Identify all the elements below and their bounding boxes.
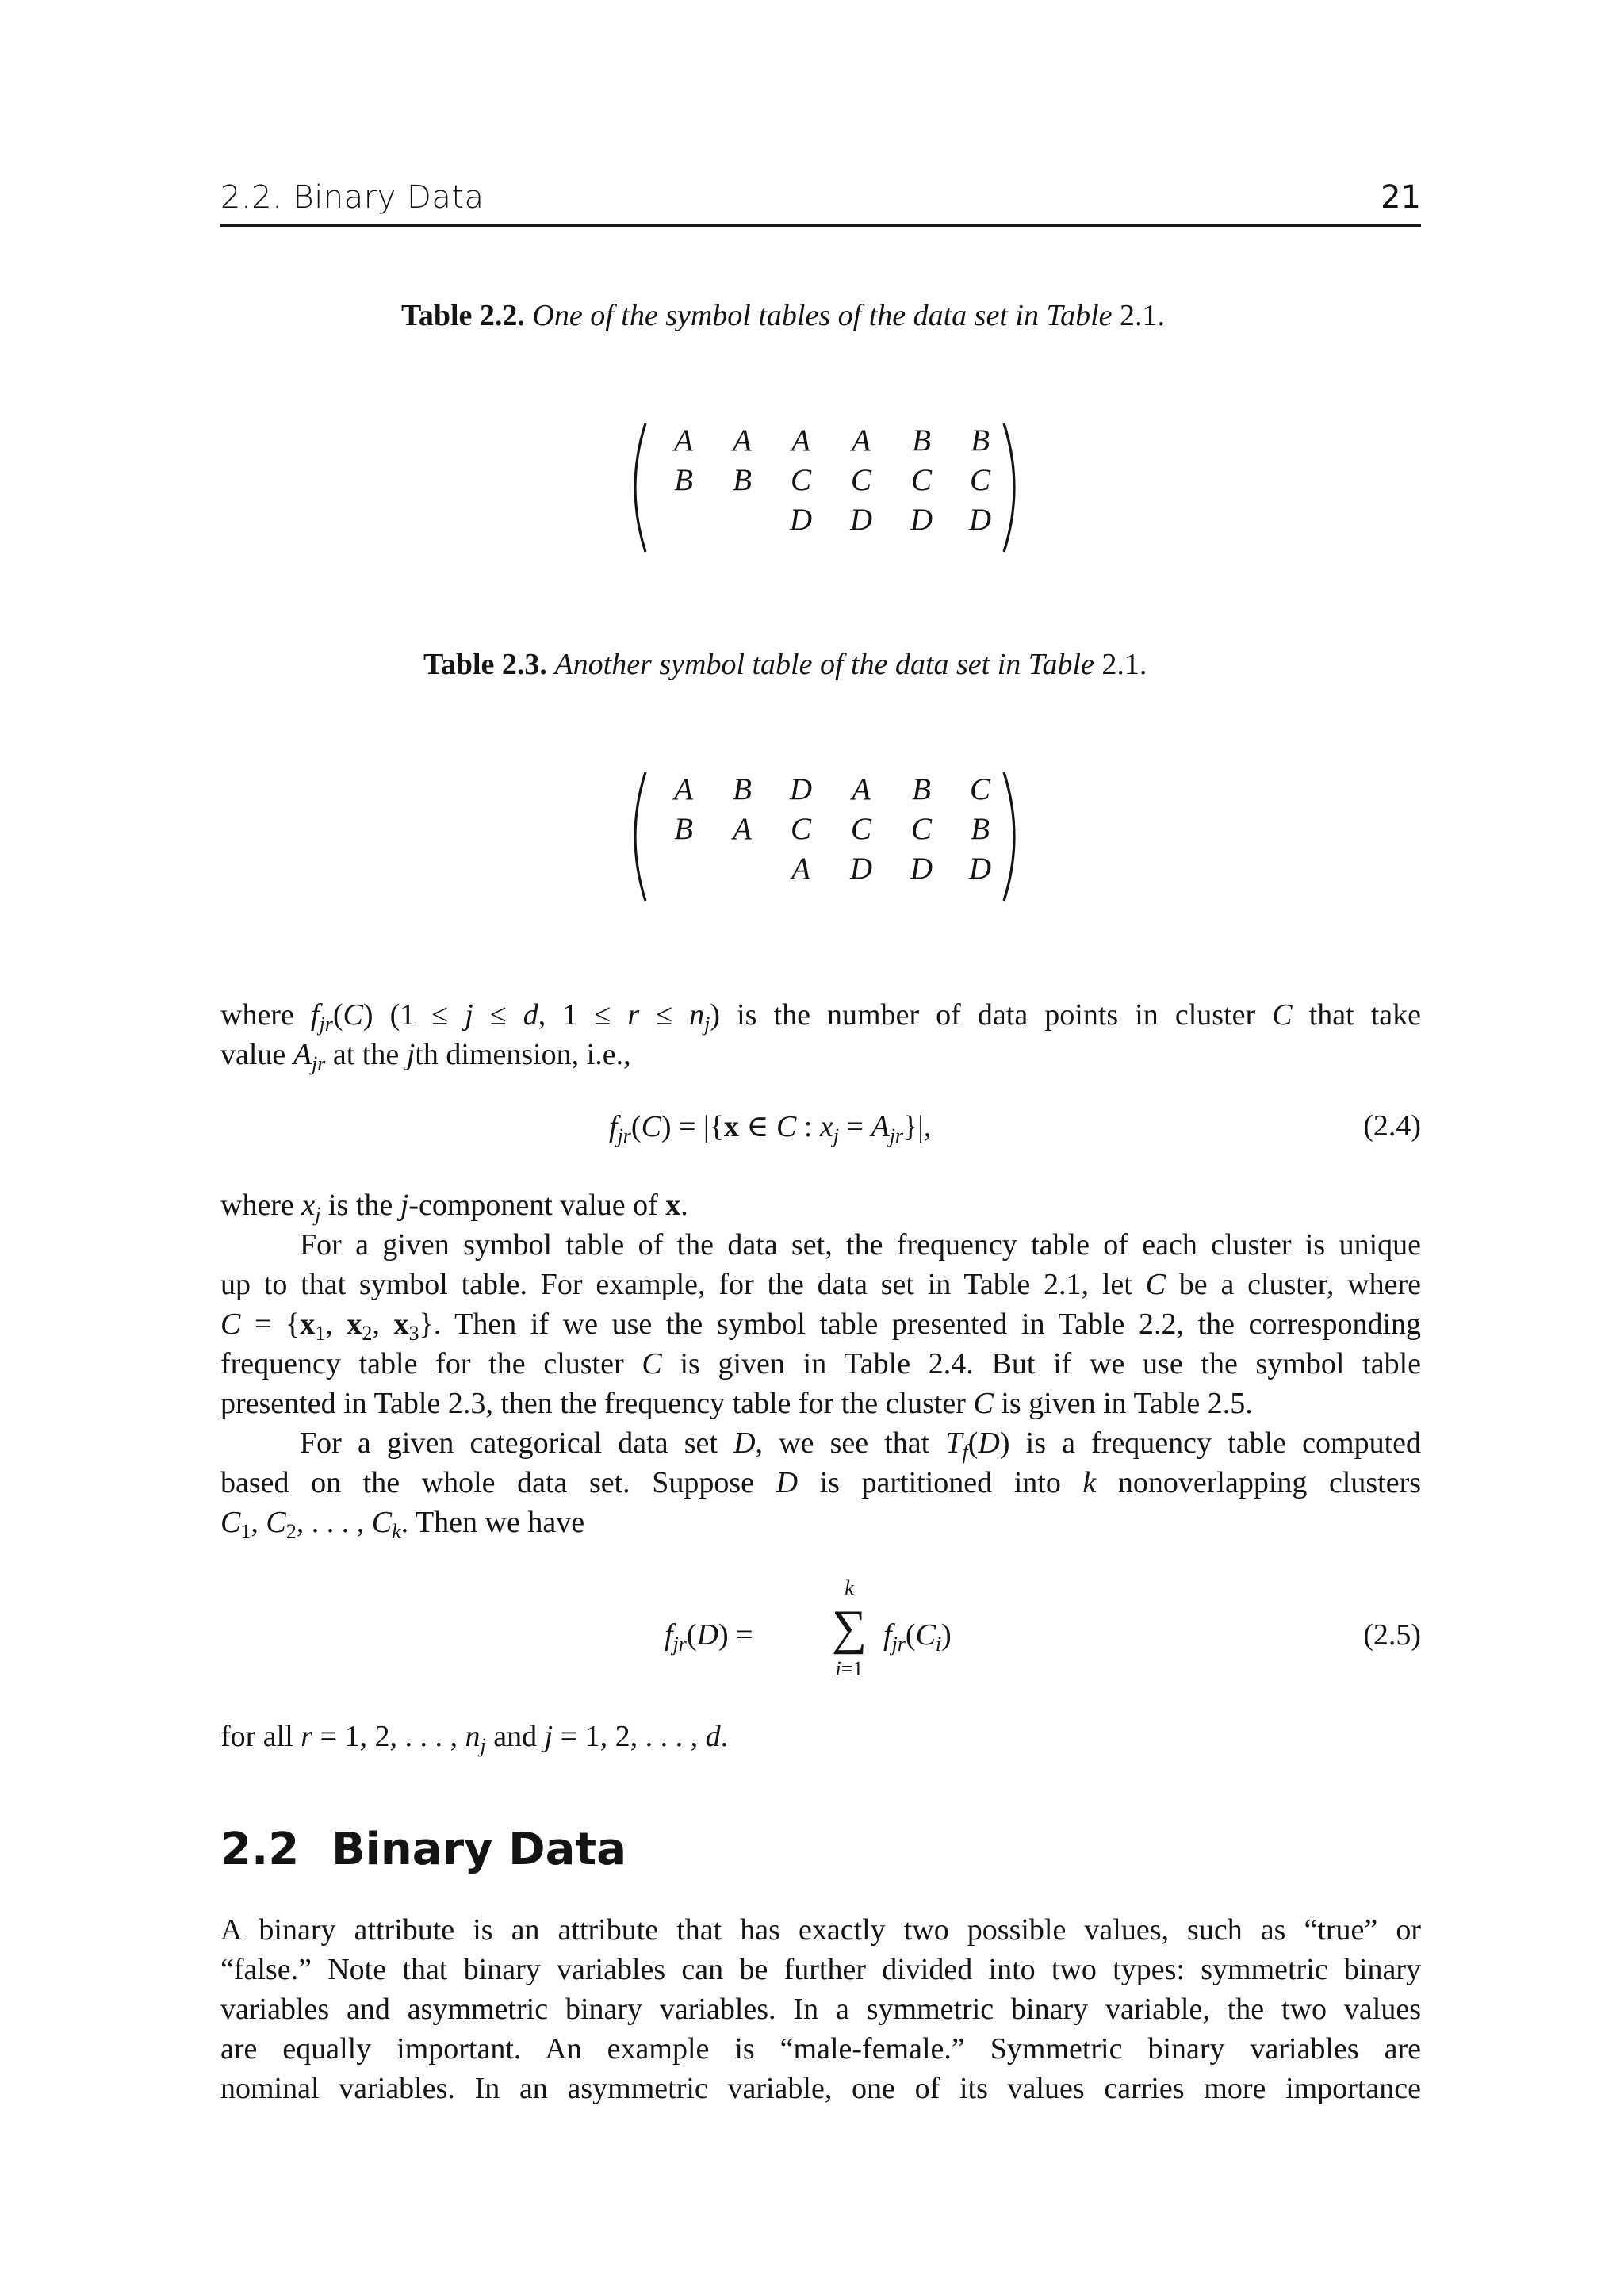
equation-2-4: $f_{jr}(C) = |\{x$ ∈ C : $x_j = A_{jr}\}|$, (609, 1110, 932, 1147)
text-line: variables and asymmetric binary variables. In a symmetric binary variable, the two values (220, 1993, 1421, 2026)
table-2-3-cell: B (971, 812, 990, 846)
left-paren (619, 420, 650, 555)
table-2-2-caption-ref: 2.1. (1120, 299, 1166, 332)
table-2-3-cell: D (910, 852, 933, 886)
table-2-2-cell: C (969, 463, 990, 497)
table-2-2-cell: C (790, 463, 811, 497)
table-2-3-cell: C (850, 812, 871, 846)
running-header (220, 176, 1421, 222)
left-paren (619, 769, 650, 904)
text-line: For a given symbol table of the data set, the frequency table of each cluster is unique (300, 1228, 1421, 1262)
header-rule (220, 224, 1421, 227)
section-title: Binary Data (331, 1824, 626, 1875)
text-line: where $x_j$ is the j-component value of x. (220, 1189, 688, 1226)
text-line: for all r = 1, 2, . . . , $n_j$ and j = 1, 2, . . . , d. (220, 1720, 729, 1757)
table-2-2-cell: A (791, 423, 810, 458)
table-2-2-cell: D (849, 503, 873, 537)
right-paren (999, 420, 1031, 555)
table-2-2-cell: A (674, 423, 693, 458)
table-2-3-cell: B (912, 772, 931, 806)
table-2-3-label: Table 2.3. (423, 648, 547, 681)
table-2-2-cell: B (674, 463, 693, 497)
equation-2-5: $f_{jr}(D)$ = k ∑ i=1 $f_{jr}(C_i)$ (665, 1576, 952, 1680)
table-2-3-caption (423, 647, 1147, 682)
table-2-2-caption (401, 298, 1165, 333)
table-2-3-cell: C (969, 772, 990, 806)
text-line: For a given categorical data set D, we see that $T_f(D)$ is a frequency table computed (300, 1426, 1422, 1464)
table-2-3-cell: D (789, 772, 813, 806)
binary-data-paragraph (220, 1913, 1421, 2119)
text-line: presented in Table 2.3, then the frequency table for the cluster C is given in Table 2.5. (220, 1387, 1253, 1420)
table-2-3-cell: A (852, 772, 871, 806)
table-2-3-cell: B (674, 812, 693, 846)
text-line: $C_1$, $C_2$, . . . , $C_k$. Then we have (220, 1506, 585, 1543)
table-2-2-label: Table 2.2. (401, 299, 525, 332)
section-number: 2.2 (220, 1824, 300, 1875)
table-2-2-cell: D (968, 503, 992, 537)
right-paren (999, 769, 1031, 904)
table-2-3-cell: C (910, 812, 932, 846)
header-section-title: 2.2. Binary Data (220, 179, 485, 216)
text-line: nominal variables. In an asymmetric variable, one of its values carries more importance (220, 2072, 1421, 2105)
table-2-3-cell: B (733, 772, 752, 806)
table-2-2-caption-ref-word: Table (1046, 299, 1113, 332)
text-line: are equally important. An example is “male-female.” Symmetric binary variables are (220, 2032, 1421, 2066)
equation-2-4-number: (2.4) (1363, 1109, 1421, 1143)
table-2-2-cell: A (733, 423, 752, 458)
equation-2-5-number: (2.5) (1363, 1618, 1421, 1652)
table-2-3-caption-ref-word: Table (1028, 648, 1094, 681)
table-2-3-cell: D (849, 852, 873, 886)
table-2-3-cell: C (790, 812, 811, 846)
table-2-2-cell: D (910, 503, 933, 537)
table-2-3-cell: A (733, 812, 752, 846)
text-line: where $f_{jr}(C) (1 \le j \le d$, $1 \le r \le n_j$) is the number of data points in cluster C that take (220, 998, 1422, 1036)
text-line: up to that symbol table. For example, for the data set in Table 2.1, let C be a cluster, where (220, 1268, 1421, 1301)
table-2-3-caption-ref: 2.1. (1101, 648, 1147, 681)
text-line: frequency table for the cluster C is given in Table 2.4. But if we use the symbol table (220, 1347, 1422, 1380)
table-2-3-caption-text: Another symbol table of the data set in (554, 648, 1021, 681)
table-2-2-caption-text: One of the symbol tables of the data set in (532, 299, 1039, 332)
table-2-2-cell: A (852, 423, 871, 458)
table-2-2-cell: C (910, 463, 932, 497)
table-2-3-cell: A (674, 772, 693, 806)
body-text (220, 997, 1421, 1790)
table-2-2-cell: D (789, 503, 813, 537)
table-2-2-cell: C (850, 463, 871, 497)
table-2-2-cell: B (912, 423, 931, 458)
section-heading (220, 1824, 626, 1875)
text-line: based on the whole data set. Suppose D is partitioned into k nonoverlapping clusters (220, 1466, 1422, 1499)
text-line: value $A_{jr}$ at the jth dimension, i.e., (220, 1038, 631, 1075)
table-2-3-cell: D (968, 852, 992, 886)
page-number: 21 (1381, 179, 1421, 216)
table-2-2-cell: B (733, 463, 752, 497)
table-2-2-cell: B (971, 423, 990, 458)
text-line: “false.” Note that binary variables can be further divided into two types: symmetric binary (220, 1953, 1421, 1986)
table-2-2-matrix (619, 420, 1047, 563)
text-line: A binary attribute is an attribute that has exactly two possible values, such as “true” or (220, 1913, 1421, 1947)
table-2-3-matrix (619, 769, 1047, 912)
table-2-3-cell: A (791, 852, 810, 886)
text-line: $C = \{x_1$, $x_2$, $x_3$}. Then if we use the symbol table presented in Table 2.2, the corresponding (220, 1308, 1421, 1345)
